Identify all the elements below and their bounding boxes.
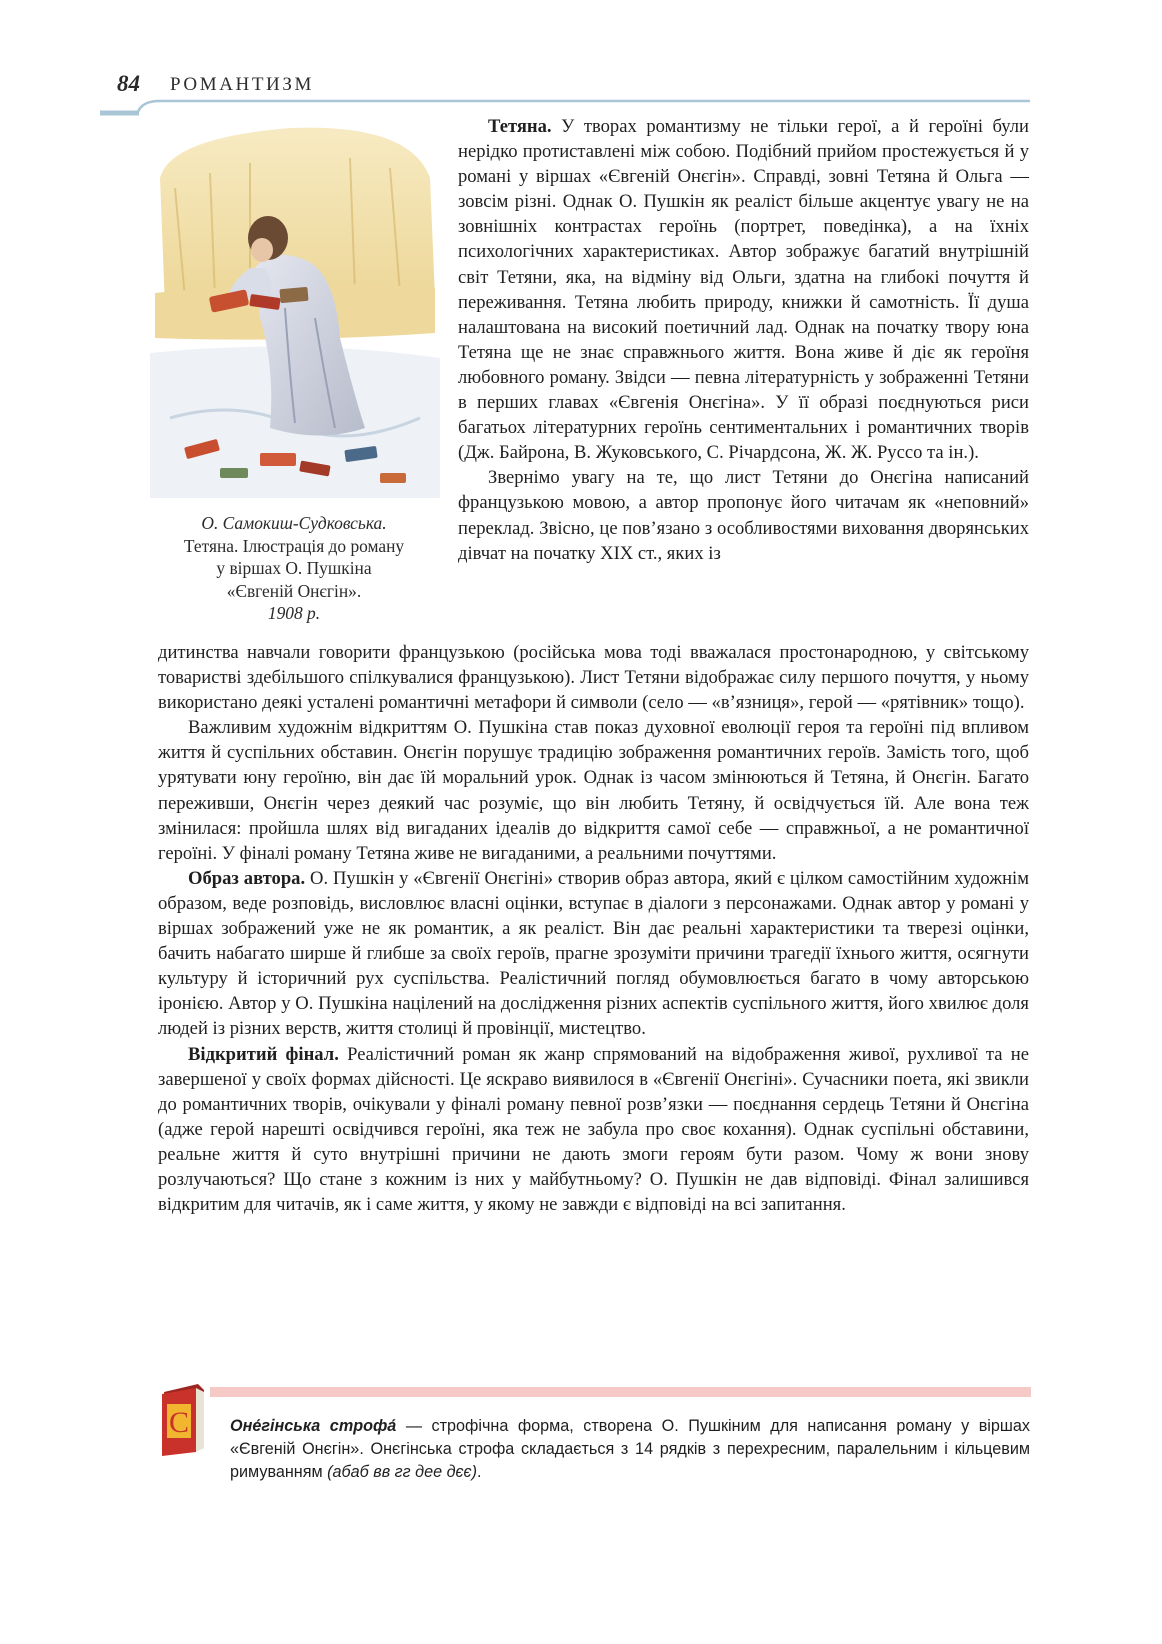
paragraph-text: дитинства навчали говорити французькою (російська мова тоді вважалася простонародною, у світському товаристві здебільшого спілкувалися французькою). Лист Тетяни відображає силу першого почуття, у ньому використано деякі усталені романтичні метафори й символи (село — «в’язниця», герой — «рятівник» тощо). [158, 642, 1029, 714]
paragraph-heading: Відкритий фінал. [188, 1043, 339, 1065]
paragraph-tatiana [458, 114, 1029, 465]
paragraph-text: Звернімо увагу на те, що лист Тетяни до Онєгіна написаний французькою мовою, а автор пропонує його читачам як «неповний» переклад. Звісно, це пов’язано з особливостями виховання дворянських дівчат на початку XIX ст., яких із [458, 467, 1029, 564]
dictionary-term: Оне́гінська строфа́ [230, 1417, 397, 1435]
page-header [0, 0, 1162, 130]
paragraph-text: О. Пушкін у «Євгенії Онєгіні» створив образ автора, який є цілком самостійним художнім образом, веде розповідь, висловлює власні оцінки, вступає в діалоги з персонажами. Однак автор у романі у віршах зображений уже не як романтик, а як реаліст. Він дає реальні характеристики та тверезі оцінки, бачить набагато ширше й глибше за своїх героїв, прагне зрозуміти причини трагедії їхнього життя, осягнути культуру й історичний рух суспільства. Реалістичний погляд обумовлюється багато в чому авторською іронією. Автор у О. Пушкіна націлений на дослідження різних аспектів суспільного життя, його хвилює доля людей із різних верств, життя столиці й провінції, мистецтво. [158, 867, 1029, 1040]
paragraph-author-image [158, 866, 1029, 1042]
caption-author: О. Самокиш-Судковська. [201, 513, 387, 533]
page-number: 84 [117, 71, 140, 96]
caption-line: Тетяна. Ілюстрація до роману [183, 535, 405, 556]
dictionary-badge-letter: С [168, 1406, 190, 1439]
dictionary-definition [230, 1415, 1030, 1484]
dictionary-end: . [476, 1463, 482, 1481]
paragraph-text: У творах романтизму не тільки герої, а й героїні були нерідко протиставлені між собою. Подібний прийом простежується й у романі у віршах «Євгеній Онєгін». Справді, зовні Тетяна й Ольга — зовсім різні. Однак О. Пушкін як реаліст більше акцентує увагу не на зовнішніх контрастах героїнь (портрет, поведінка), а на їхніх психологічних характеристиках. Автор зображує багатий внутрішній світ Тетяни, яка, на відміну від Ольги, здатна на глибокі почуття й переживання. Тетяна любить природу, книжки й самотність. Її душа налаштована на високий поетичний лад. Однак на початку твору юна Тетяна ще не знає справжнього життя. Вона живе й діє як героїня любовного роману. Звідси — певна літературність у зображенні Тетяни в перших главах «Євгенія Онєгіна». У її образі поєднуються риси багатьох літературних героїнь сентиментальних і романтичних творів (Дж. Байрона, В. Жуковського, С. Річардсона, Ж. Ж. Руссо та ін.). [458, 116, 1029, 464]
paragraph-text: Реалістичний роман як жанр спрямований на відображення живої, рухливої та не завершеної у своїх формах дійсності. Це яскраво виявилося в «Євгенії Онєгіні». Сучасники поета, які звикли до романтичних творів, очікували у фіналі роману певної розв’язки — поєднання сердець Тетяни й Онєгіна (адже герой нарешті освідчився героїні, яка теж не забула про своє кохання). Однак суспільні обставини, реальне життя й суто внутрішні причини не дають змоги героям бути разом. Чому ж вони знову розлучаються? Що стане з кожним із них у майбутньому? О. Пушкін не дав відповіді. Фінал залишився відкритим для читачів, як і саме життя, у якому не завжди є відповіді на всі запитання. [158, 1043, 1029, 1216]
caption-line: «Євгеній Онєгін». [226, 580, 362, 601]
caption-year: 1908 р. [267, 603, 321, 623]
section-title: РОМАНТИЗМ [170, 74, 314, 95]
paragraph-letter-continued [158, 640, 1029, 715]
tatiana-illustration [150, 118, 440, 498]
caption-line: у віршах О. Пушкіна [216, 558, 372, 578]
dictionary-book-icon [158, 1382, 208, 1456]
paragraph-heading: Образ автора. [188, 867, 306, 889]
paragraph-heading: Тетяна. [488, 116, 552, 137]
paragraph-text: Важливим художнім відкриттям О. Пушкіна став показ духовної еволюції героя та героїні під впливом життя й суспільних обставин. Онєгін порушує традицію зображення романтичних героїв. Замість того, щоб урятувати юну героїню, він дає їй моральний урок. Однак із часом змінюються й Тетяна, й Онєгін. Багато переживши, Онєгін через деякий час розуміє, що він любить Тетяну, й освідчується їй. Але вона теж змінилася: пройшла шлях від вигаданих ідеалів до відкриття самої себе — справжньої, а не романтичної героїні. У фіналі роману Тетяна живе не вигаданими, а реальними почуттями. [158, 717, 1029, 864]
dictionary-text: — строфічна форма, створена О. Пушкіним для написання роману у віршах «Євгеній Онєгін». Онєгінська строфа складається з 14 рядків з перехресним, паралельним і кільцевим римуванням [230, 1417, 1030, 1481]
body-column-right [458, 114, 1029, 566]
paragraph-letter [458, 465, 1029, 565]
body-column-full [158, 640, 1029, 1217]
figure-caption [150, 512, 438, 625]
paragraph-open-ending [158, 1042, 1029, 1218]
rhyme-scheme: (абаб вв гг дее дєє) [327, 1463, 477, 1481]
paragraph-evolution [158, 715, 1029, 866]
dictionary-bar [210, 1387, 1031, 1397]
